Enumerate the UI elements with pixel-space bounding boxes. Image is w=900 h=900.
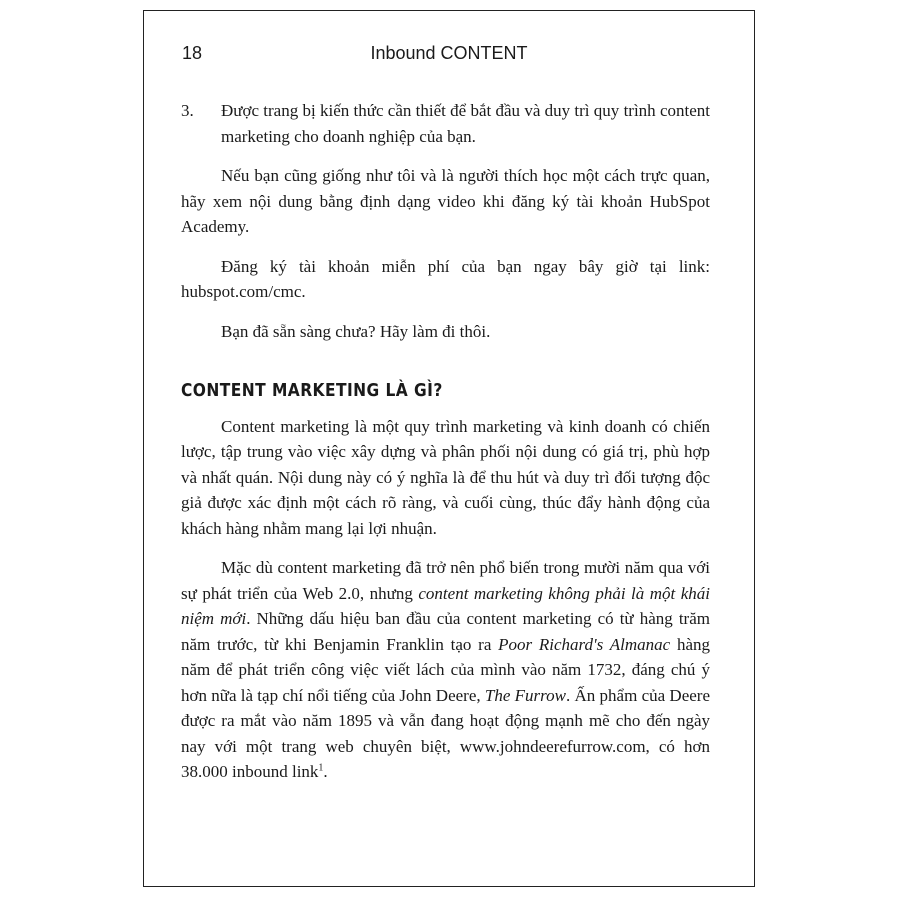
book-title: Poor Richard's Almanac bbox=[498, 634, 671, 654]
paragraph-text: . bbox=[323, 762, 328, 781]
paragraph: Content marketing là một quy trình marketing và kinh doanh có chiến lược, tập trung vào việc xây dựng và phân phối nội dung có giá trị, phù hợp và nhất quán. Nội dung này có ý nghĩa là để thu hút và duy trì đối tượng độc giả được xác định một cách rõ ràng, và cuối cùng, thúc đẩy hành động của khách hàng nhằm mang lại lợi nhuận. bbox=[181, 416, 710, 538]
running-title: Inbound CONTENT bbox=[370, 43, 528, 63]
paragraph-text: hàng năm để phát triển công việc viết lách của mình vào năm 1732, đáng chú ý hơn nữa là tạp chí nổi tiếng của John Deere, bbox=[181, 634, 710, 705]
paragraph-text: Mặc dù content marketing đã trở nên phổ biến trong mười năm qua với sự phát triển của Web 2.0, nhưng bbox=[181, 558, 710, 603]
paragraph-text: . Những dấu hiệu ban đầu của content marketing có từ hàng trăm năm trước, từ khi Benjamin Franklin tạo ra bbox=[181, 609, 710, 654]
footnote-reference: 1 bbox=[318, 762, 324, 774]
book-page bbox=[143, 10, 755, 887]
page-body bbox=[181, 98, 710, 785]
list-item-text: Được trang bị kiến thức cần thiết để bắt đầu và duy trì quy trình content marketing cho doanh nghiệp của bạn. bbox=[221, 101, 710, 146]
paragraph: Đăng ký tài khoản miễn phí của bạn ngay bây giờ tại link: hubspot.com/cmc. bbox=[181, 256, 710, 301]
list-item-number: 3. bbox=[181, 101, 194, 120]
emphasized-text: content marketing không phải là một khái niệm mới bbox=[181, 583, 711, 628]
numbered-list-item bbox=[181, 98, 710, 149]
paragraph: Nếu bạn cũng giống như tôi và là người thích học một cách trực quan, hãy xem nội dung bằng định dạng video khi đăng ký tài khoản HubSpot Academy. bbox=[181, 166, 710, 236]
paragraph: Bạn đã sẵn sàng chưa? Hãy làm đi thôi. bbox=[221, 321, 491, 341]
paragraph-text: . Ấn phẩm của Deere được ra mắt vào năm 1895 và vẫn đang hoạt động mạnh mẽ cho đến ngày nay với một trang web chuyên biệt, www.johndeerefurrow.com, có hơn 38.000 inbound link bbox=[181, 685, 710, 781]
magazine-title: The Furrow bbox=[484, 685, 566, 705]
section-heading: CONTENT MARKETING LÀ GÌ? bbox=[181, 380, 443, 401]
paragraph bbox=[181, 555, 710, 785]
page-number: 18 bbox=[182, 43, 203, 63]
